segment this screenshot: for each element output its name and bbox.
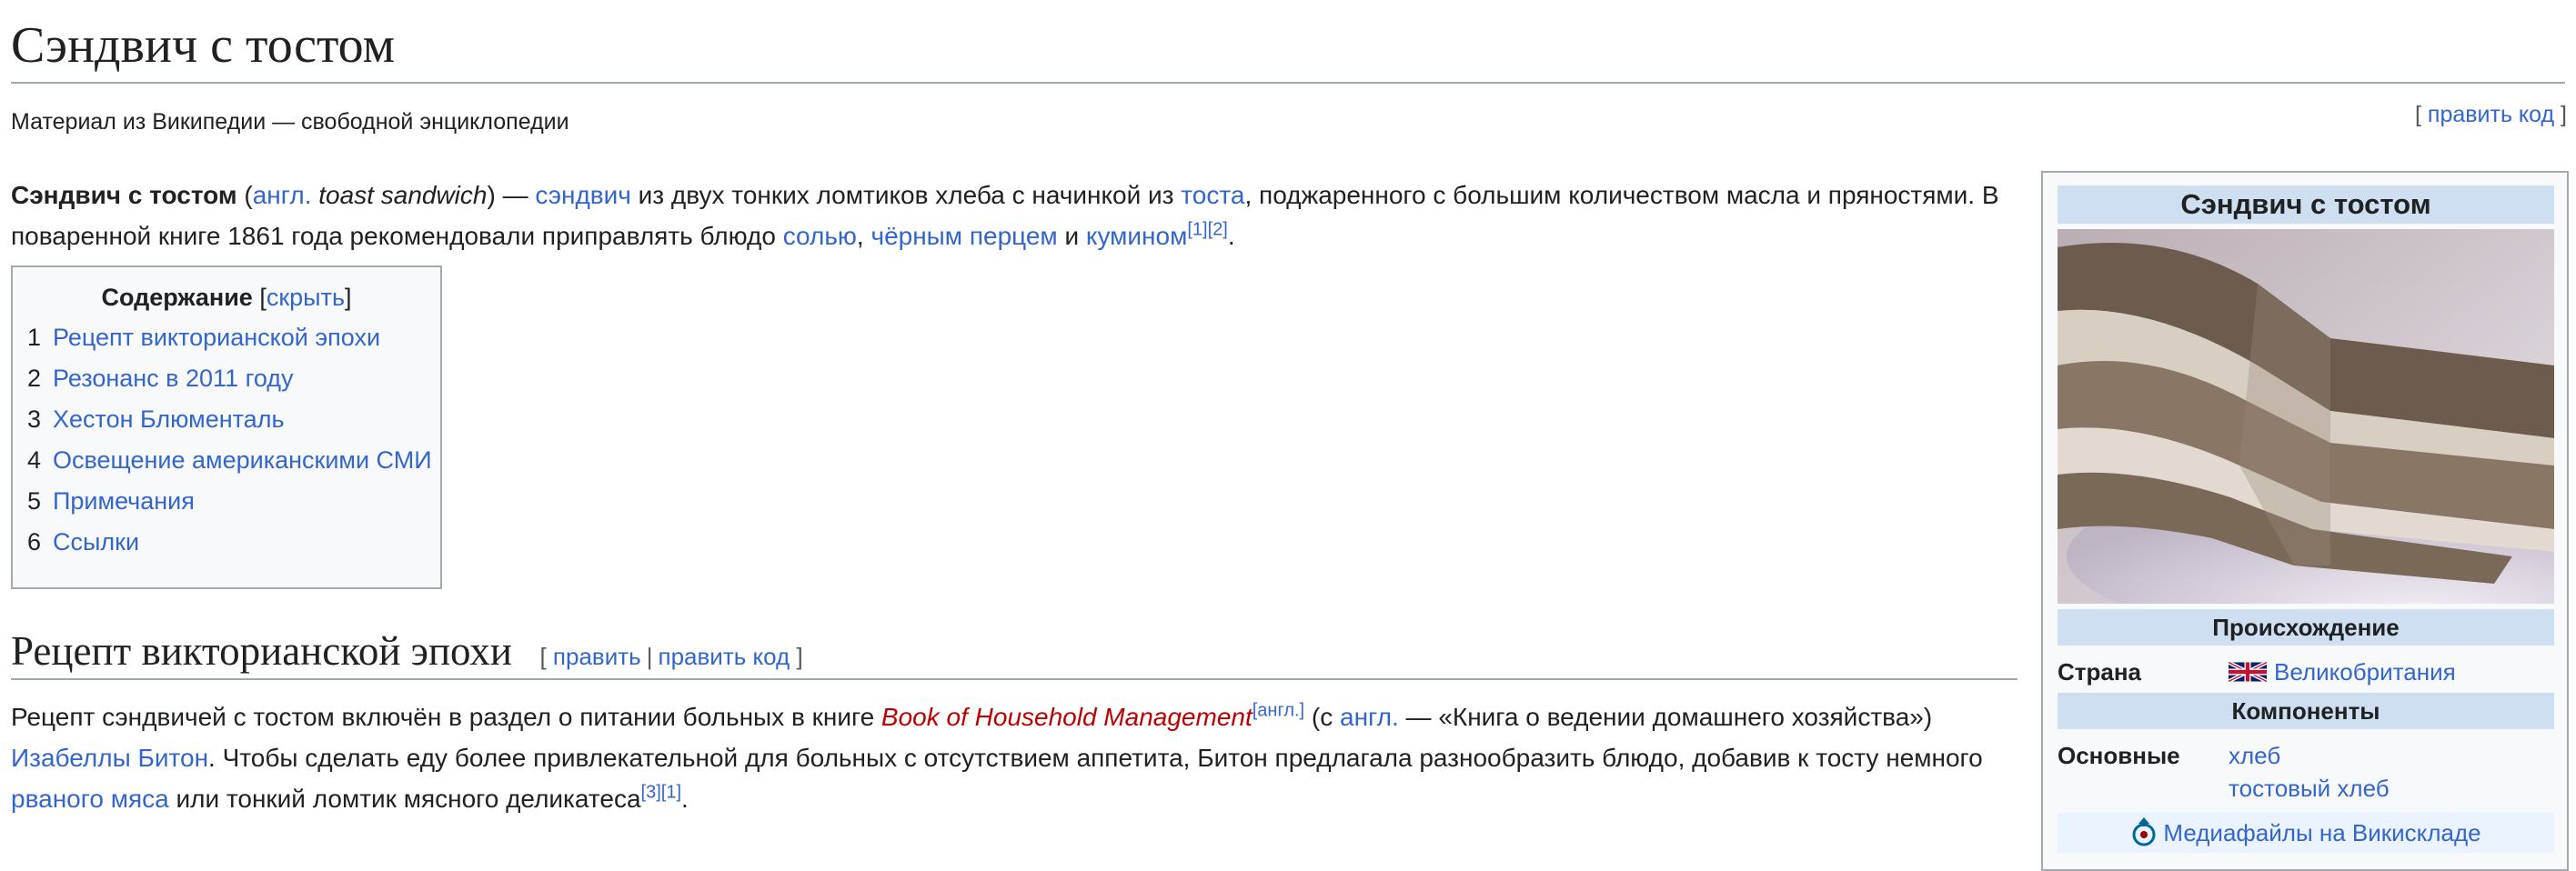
lead-text: и — [1057, 222, 1086, 250]
toc-item[interactable] — [13, 399, 440, 440]
infobox-main-ingredient — [2229, 742, 2280, 770]
toc-number: 3 — [27, 405, 42, 433]
page-edit-links: [ править код ] — [2415, 102, 2567, 127]
infobox-country-label: Страна — [2058, 658, 2142, 686]
ingredient-link[interactable]: тостовый хлеб — [2229, 775, 2390, 802]
uk-flag-icon — [2229, 661, 2267, 689]
toc-item[interactable] — [13, 522, 440, 563]
cumin-link[interactable]: кумином — [1085, 222, 1188, 250]
lead-text: ) — — [487, 181, 536, 209]
section-edit-link[interactable]: править — [552, 643, 641, 670]
toc-number: 5 — [27, 487, 42, 515]
section-paragraph — [11, 696, 2021, 819]
reference-link[interactable]: [2] — [1207, 219, 1228, 240]
section-title: Рецепт викторианской эпохи — [11, 628, 513, 674]
infobox-components-header: Компоненты — [2058, 693, 2554, 729]
body-text: . Чтобы сделать еду более привлекательной для больных с отсутствием аппетита, Битон предлагала разнообразить блюдо, добавив к тосту немного — [208, 744, 1983, 772]
section-heading — [11, 627, 2018, 680]
toc-number: 2 — [27, 365, 42, 392]
toc-link[interactable]: Резонанс в 2011 году — [53, 365, 294, 392]
section-edit-code-link[interactable]: править код — [658, 643, 790, 670]
body-text: — «Книга о ведении домашнего хозяйства») — [1398, 703, 1933, 731]
lead-text: , поджаренного с большим количеством масла и пряностями. В поваренной книге 1861 года рекомендовали приправлять блюдо — [11, 181, 1999, 250]
lead-text: , — [856, 222, 871, 250]
toc-link[interactable]: Хестон Блюменталь — [53, 405, 285, 433]
table-of-contents — [11, 265, 442, 589]
infobox-origin-header: Происхождение — [2058, 609, 2554, 646]
pulled-meat-link[interactable]: рваного мяса — [11, 785, 169, 813]
lead-paragraph — [11, 175, 2021, 256]
toc-item[interactable] — [13, 440, 440, 481]
page-title: Сэндвич с тостом — [11, 16, 2565, 84]
body-text: (с — [1304, 703, 1341, 731]
book-redlink[interactable]: Book of Household Management — [880, 703, 1253, 731]
toc-number: 1 — [27, 324, 42, 351]
toc-item[interactable] — [13, 317, 440, 358]
edit-code-link[interactable]: править код — [2427, 102, 2555, 127]
interlanguage-link[interactable]: [англ.] — [1252, 700, 1305, 721]
toc-item[interactable] — [13, 481, 440, 522]
body-text: . — [681, 785, 689, 813]
body-text: или тонкий ломтик мясного деликатеса — [168, 785, 641, 813]
infobox — [2041, 171, 2569, 871]
toc-link[interactable]: Освещение американскими СМИ — [53, 446, 432, 474]
country-link[interactable]: Великобритания — [2274, 658, 2456, 686]
commons-icon — [2130, 816, 2158, 860]
reference-link[interactable]: [3] — [640, 782, 661, 803]
toc-link[interactable]: Рецепт викторианской эпохи — [53, 324, 381, 351]
toc-hide-link[interactable]: скрыть — [266, 284, 346, 311]
lang-link[interactable]: англ. — [1340, 703, 1399, 731]
infobox-main-label: Основные — [2058, 742, 2180, 769]
toast-sandwich-photo — [2058, 229, 2554, 604]
lead-text: ( — [236, 181, 253, 209]
infobox-country-value — [2229, 658, 2456, 689]
commons-bar — [2058, 813, 2554, 853]
toc-header — [13, 284, 440, 312]
pepper-link[interactable]: чёрным перцем — [870, 222, 1058, 250]
commons-link[interactable]: Медиафайлы на Викискладе — [2163, 819, 2481, 846]
toc-title: Содержание — [101, 284, 253, 311]
lead-bold-title: Сэндвич с тостом — [11, 181, 237, 209]
section-edit-links: [ править | править код ] — [539, 643, 803, 670]
toc-number: 6 — [27, 528, 42, 556]
lead-text: . — [1227, 222, 1235, 250]
beeton-link[interactable]: Изабеллы Битон — [11, 744, 209, 772]
toc-toggle: [скрыть] — [259, 284, 352, 311]
body-text: Рецепт сэндвичей с тостом включён в раздел о питании больных в книге — [11, 703, 881, 731]
infobox-image[interactable] — [2058, 229, 2554, 604]
reference-link[interactable]: [1] — [660, 782, 682, 803]
toast-link[interactable]: тоста — [1181, 181, 1245, 209]
salt-link[interactable]: солью — [782, 222, 857, 250]
toc-number: 4 — [27, 446, 42, 474]
toc-link[interactable]: Ссылки — [53, 528, 140, 556]
toc-item[interactable] — [13, 358, 440, 399]
lang-link[interactable]: англ. — [252, 181, 312, 209]
toc-link[interactable]: Примечания — [53, 487, 195, 515]
site-tagline: Материал из Википедии — свободной энциклопедии — [11, 109, 569, 135]
lead-text: из двух тонких ломтиков хлеба с начинкой из — [630, 181, 1182, 209]
english-name: toast sandwich — [318, 181, 488, 209]
infobox-main-ingredient — [2229, 775, 2390, 803]
sandwich-link[interactable]: сэндвич — [535, 181, 631, 209]
reference-link[interactable]: [1] — [1187, 219, 1208, 240]
infobox-title: Сэндвич с тостом — [2058, 185, 2554, 224]
ingredient-link[interactable]: хлеб — [2229, 742, 2281, 769]
